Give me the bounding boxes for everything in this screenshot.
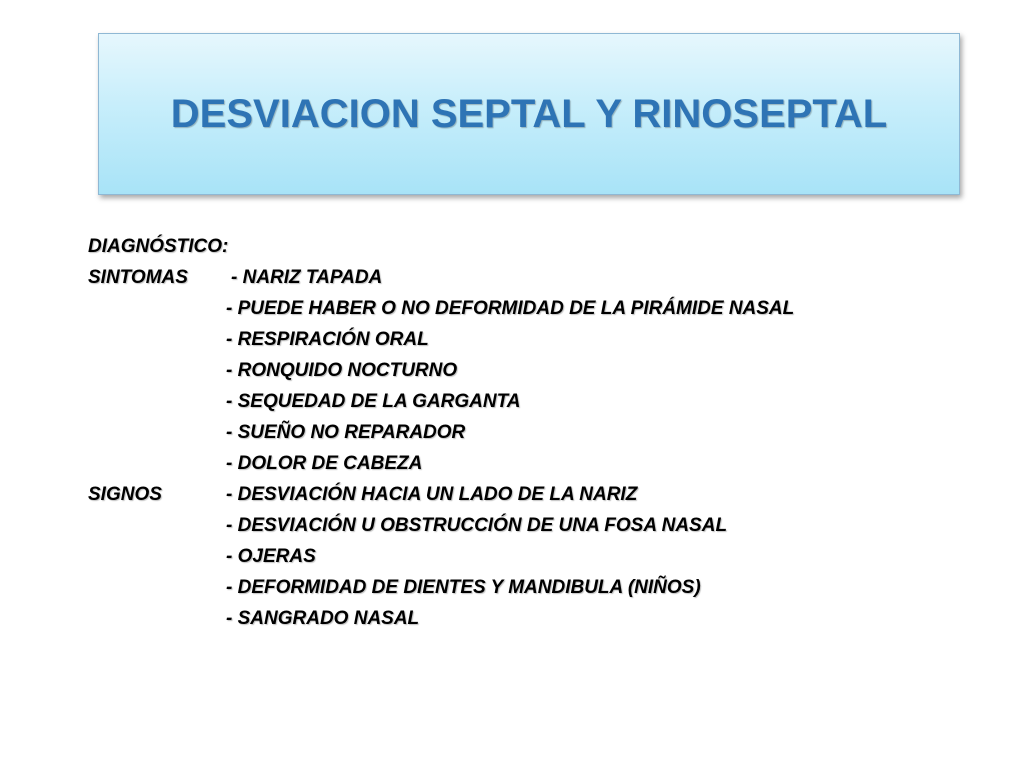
slide-content	[88, 231, 988, 634]
sintoma-item: - NARIZ TAPADA	[231, 267, 383, 288]
slide-title: DESVIACION SEPTAL Y RINOSEPTAL	[170, 91, 888, 136]
signo-item: - DEFORMIDAD DE DIENTES Y MANDIBULA (NIÑOS)	[226, 577, 701, 598]
diagnostico-label: DIAGNÓSTICO:	[88, 236, 229, 257]
signos-line	[88, 479, 988, 510]
signo-item: - OJERAS	[226, 546, 316, 567]
sintoma-line	[88, 355, 988, 386]
sintomas-label: SINTOMAS	[88, 267, 188, 288]
sintoma-item: - DOLOR DE CABEZA	[226, 453, 423, 474]
signo-line	[88, 541, 988, 572]
signo-line	[88, 603, 988, 634]
signo-item: - DESVIACIÓN HACIA UN LADO DE LA NARIZ	[226, 484, 638, 505]
sintoma-item: - SUEÑO NO REPARADOR	[226, 422, 466, 443]
signos-label: SIGNOS	[88, 484, 162, 505]
sintoma-line	[88, 293, 988, 324]
signo-line	[88, 572, 988, 603]
sintoma-line	[88, 386, 988, 417]
sintoma-line	[88, 324, 988, 355]
title-box	[98, 33, 960, 195]
sintomas-line	[88, 262, 988, 293]
sintoma-item: - SEQUEDAD DE LA GARGANTA	[226, 391, 521, 412]
sintoma-item: - RESPIRACIÓN ORAL	[226, 329, 429, 350]
sintoma-line	[88, 448, 988, 479]
sintoma-item: - PUEDE HABER O NO DEFORMIDAD DE LA PIRÁMIDE NASAL	[226, 298, 795, 319]
signo-line	[88, 510, 988, 541]
sintoma-line	[88, 417, 988, 448]
diagnostico-line	[88, 231, 988, 262]
sintoma-item: - RONQUIDO NOCTURNO	[226, 360, 458, 381]
signo-item: - DESVIACIÓN U OBSTRUCCIÓN DE UNA FOSA NASAL	[226, 515, 728, 536]
signo-item: - SANGRADO NASAL	[226, 608, 420, 629]
